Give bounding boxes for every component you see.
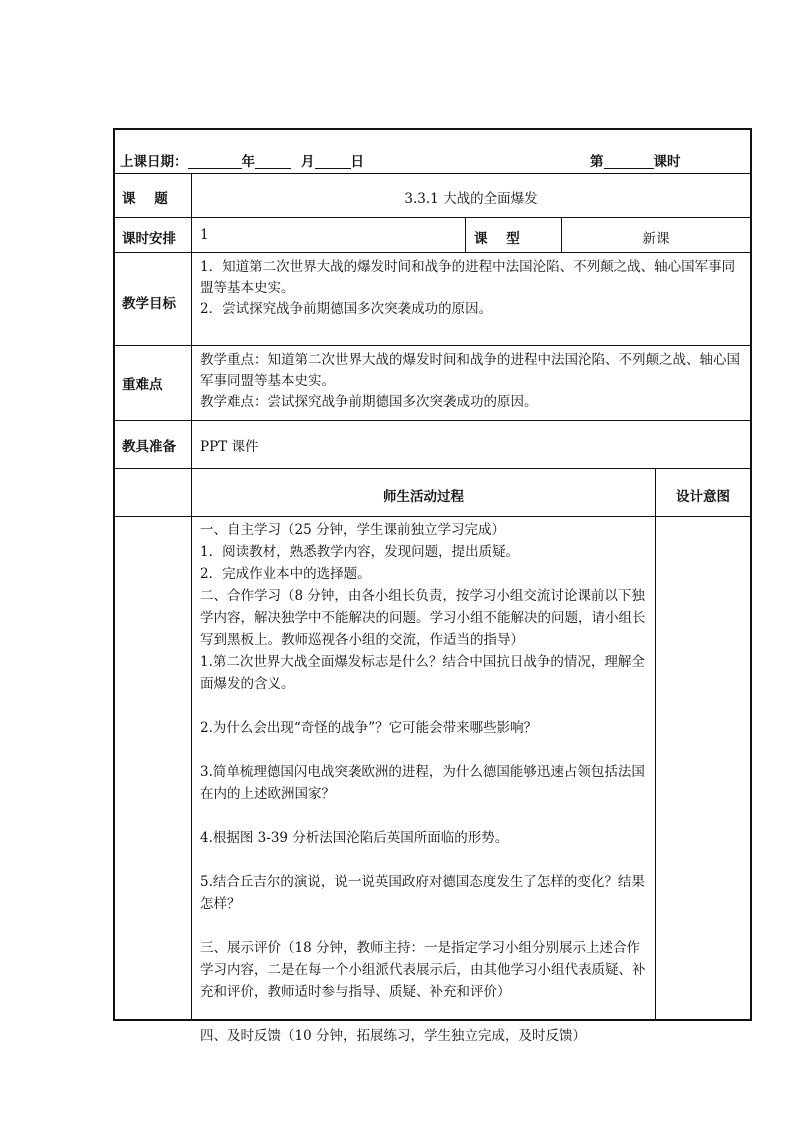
row-divider: [113, 468, 752, 469]
schedule-label: 课时安排: [122, 231, 176, 247]
col-divider: [191, 173, 192, 1020]
process-line: 3.简单梳理德国闪电战突袭欧洲的进程，为什么德国能够迅速占领包括法国在内的上述欧洲国家？: [200, 764, 645, 802]
spacer: [200, 739, 650, 761]
row-divider: [113, 516, 752, 517]
month-blank[interactable]: [255, 155, 291, 169]
process-line: 一、自主学习（25 分钟，学生课前独立学习完成）: [200, 522, 505, 538]
row-divider: [113, 252, 752, 253]
process-line: 三、展示评价（18 分钟，教师主持：一是指定学习小组分别展示上述合作学习内容，二是在每一个小组派代表展示后，由其他学习小组代表质疑、补充和评价，教师适时参与指导、质疑、补充和评价）: [200, 940, 646, 1000]
row-divider: [113, 217, 752, 218]
focus-line: 教学重点：知道第二次世界大战的爆发时间和战争的进程中法国沦陷、不列颠之战、轴心国军事同盟等基本史实。: [200, 352, 740, 389]
process-line: 四、及时反馈（10 分钟，拓展练习，学生独立完成，及时反馈）: [200, 1028, 586, 1044]
topic-label: 课 题: [122, 191, 168, 207]
year-label: 年: [241, 154, 255, 170]
period-suffix: 课时: [653, 154, 681, 170]
tools-value: PPT 课件: [200, 439, 259, 455]
process-line: 二、合作学习（8 分钟，由各小组长负责，按学习小组交流讨论课前以下独学内容，解决独学中不能解决的问题。学习小组不能解决的问题，请小组长写到黑板上。教师巡视各小组的交流，作适当的指导）: [200, 588, 646, 648]
row-divider: [113, 420, 752, 421]
process-line: 4.根据图 3-39 分析法国沦陷后英国所面临的形势。: [200, 830, 509, 846]
process-content: [200, 519, 650, 1047]
process-line: 1.第二次世界大战全面爆发标志是什么？结合中国抗日战争的情况，理解全面爆发的含义。: [200, 654, 645, 692]
focus-label: 重难点: [122, 377, 163, 393]
period-prefix: 第: [590, 154, 604, 170]
tools-label: 教具准备: [122, 439, 176, 455]
period-blank[interactable]: [604, 155, 654, 169]
process-line: 2.为什么会出现“奇怪的战争”？它可能会带来哪些影响？: [200, 720, 538, 736]
date-label: 上课日期：: [120, 154, 188, 170]
spacer: [200, 849, 650, 871]
spacer: [200, 1003, 650, 1025]
focus-line: 教学难点：尝试探究战争前期德国多次突袭成功的原因。: [200, 394, 538, 410]
process-line: 2．完成作业本中的选择题。: [200, 566, 371, 582]
row-divider: [113, 173, 752, 174]
spacer: [200, 915, 650, 937]
goal-line: 1．知道第二次世界大战的爆发时间和战争的进程中法国沦陷、不列颠之战、轴心国军事同盟等基本史实。: [200, 259, 736, 296]
goal-line: 2．尝试探究战争前期德国多次突袭成功的原因。: [200, 301, 493, 317]
topic-value: 3.3.1 大战的全面爆发: [404, 191, 538, 207]
table-border-right: [750, 128, 752, 1021]
day-blank[interactable]: [315, 155, 351, 169]
date-row: [120, 150, 745, 172]
table-border-top: [113, 128, 752, 130]
month-label: 月: [301, 154, 315, 170]
schedule-value: 1: [200, 227, 209, 243]
spacer: [200, 805, 650, 827]
goals-content: [200, 257, 745, 320]
spacer: [200, 695, 650, 717]
focus-content: [200, 350, 745, 413]
col-divider: [465, 217, 466, 253]
process-intent-header: 设计意图: [676, 489, 730, 505]
year-blank[interactable]: [188, 155, 242, 169]
type-value: 新课: [642, 231, 670, 247]
row-divider: [113, 345, 752, 346]
process-line: 1．阅读教材，熟悉教学内容，发现问题，提出质疑。: [200, 544, 520, 560]
type-label: 课 型: [474, 231, 520, 247]
goals-label: 教学目标: [122, 296, 176, 312]
process-activity-header: 师生活动过程: [383, 489, 464, 505]
process-line: 5.结合丘吉尔的演说，说一说英国政府对德国态度发生了怎样的变化？结果怎样？: [200, 874, 645, 912]
day-label: 日: [350, 154, 364, 170]
table-border-left: [113, 128, 115, 1021]
col-divider: [655, 468, 656, 1020]
